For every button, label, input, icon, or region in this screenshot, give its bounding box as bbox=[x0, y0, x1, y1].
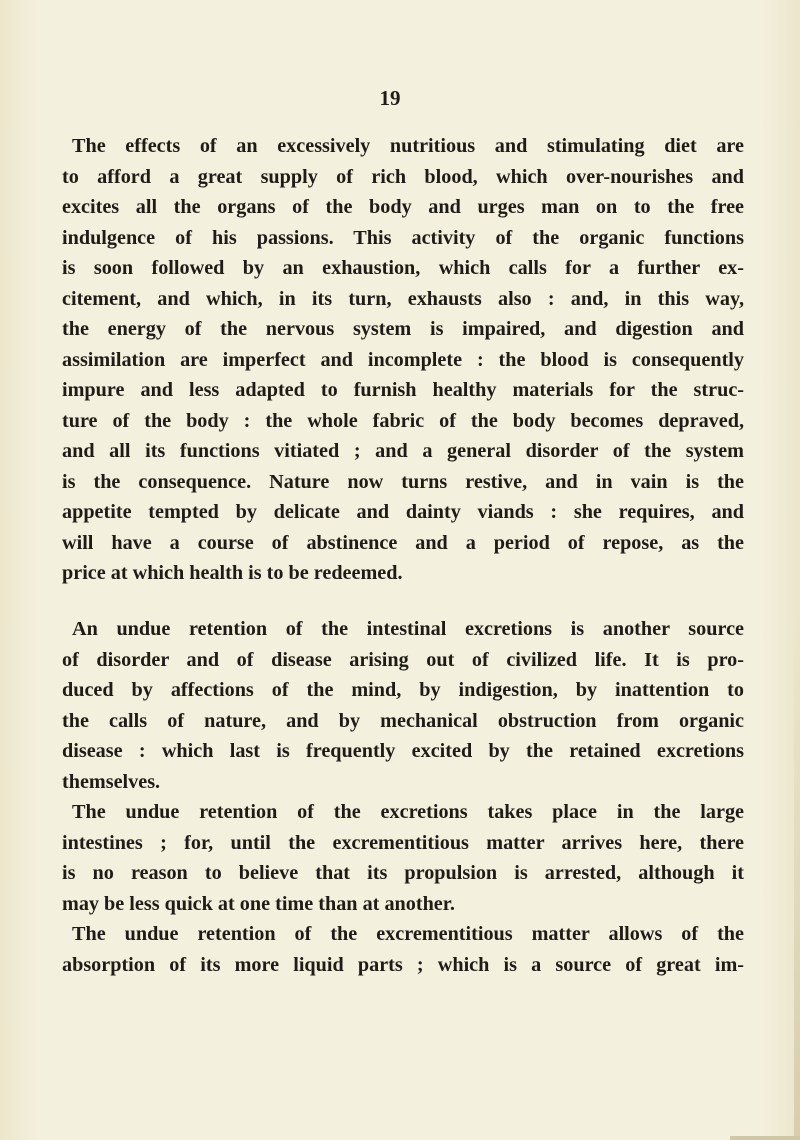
paragraph-large-intestines bbox=[62, 797, 744, 919]
text-line: absorption of its more liquid parts ; which is a source of great im- bbox=[62, 953, 744, 976]
text-line: indulgence of his passions. This activity of the organic functions bbox=[62, 226, 744, 249]
text-line: The effects of an excessively nutritious and stimulating diet are bbox=[72, 135, 744, 157]
page-corner-mark bbox=[730, 1136, 800, 1140]
text-line: will have a course of abstinence and a period of repose, as the bbox=[62, 531, 744, 554]
paragraph-absorption bbox=[62, 919, 744, 980]
text-line: excites all the organs of the body and urges man on to the free bbox=[62, 196, 744, 218]
text-line: duced by affections of the mind, by indigestion, by inattention to bbox=[62, 679, 744, 701]
text-line: price at which health is to be redeemed. bbox=[62, 562, 403, 584]
text-line: The undue retention of the excrementitious matter allows of the bbox=[72, 923, 744, 945]
text-line: to afford a great supply of rich blood, which over-nourishes and bbox=[62, 165, 744, 188]
text-line: ture of the body : the whole fabric of the body becomes depraved, bbox=[62, 409, 744, 432]
text-line: impure and less adapted to furnish healthy materials for the struc- bbox=[62, 379, 744, 401]
page-edge-shadow bbox=[794, 620, 800, 1140]
text-line: the calls of nature, and by mechanical obstruction from organic bbox=[62, 709, 744, 732]
text-line: intestines ; for, until the excrementitious matter arrives here, there bbox=[62, 831, 744, 854]
text-line: assimilation are imperfect and incomplete : the blood is consequently bbox=[62, 348, 744, 371]
text-line: disease : which last is frequently excited by the retained excretions bbox=[62, 740, 744, 762]
text-line: of disorder and of disease arising out of civilized life. It is pro- bbox=[62, 648, 744, 671]
paragraph-undue-retention bbox=[62, 614, 744, 797]
text-line: and all its functions vitiated ; and a general disorder of the system bbox=[62, 440, 744, 462]
text-line: themselves. bbox=[62, 770, 161, 793]
text-line: is soon followed by an exhaustion, which calls for a further ex- bbox=[62, 257, 744, 279]
page-number: 19 bbox=[379, 86, 401, 110]
text-line: The undue retention of the excretions takes place in the large bbox=[72, 801, 744, 823]
text-line: appetite tempted by delicate and dainty viands : she requires, and bbox=[62, 501, 744, 523]
text-line: An undue retention of the intestinal excretions is another source bbox=[72, 618, 744, 640]
text-line: citement, and which, in its turn, exhausts also : and, in this way, bbox=[62, 287, 744, 310]
text-line: is the consequence. Nature now turns restive, and in vain is the bbox=[62, 470, 744, 493]
text-line: may be less quick at one time than at another. bbox=[62, 892, 455, 915]
paragraph-diet-effects bbox=[62, 131, 744, 589]
text-line: is no reason to believe that its propulsion is arrested, although it bbox=[62, 862, 744, 884]
text-line: the energy of the nervous system is impaired, and digestion and bbox=[62, 318, 744, 340]
